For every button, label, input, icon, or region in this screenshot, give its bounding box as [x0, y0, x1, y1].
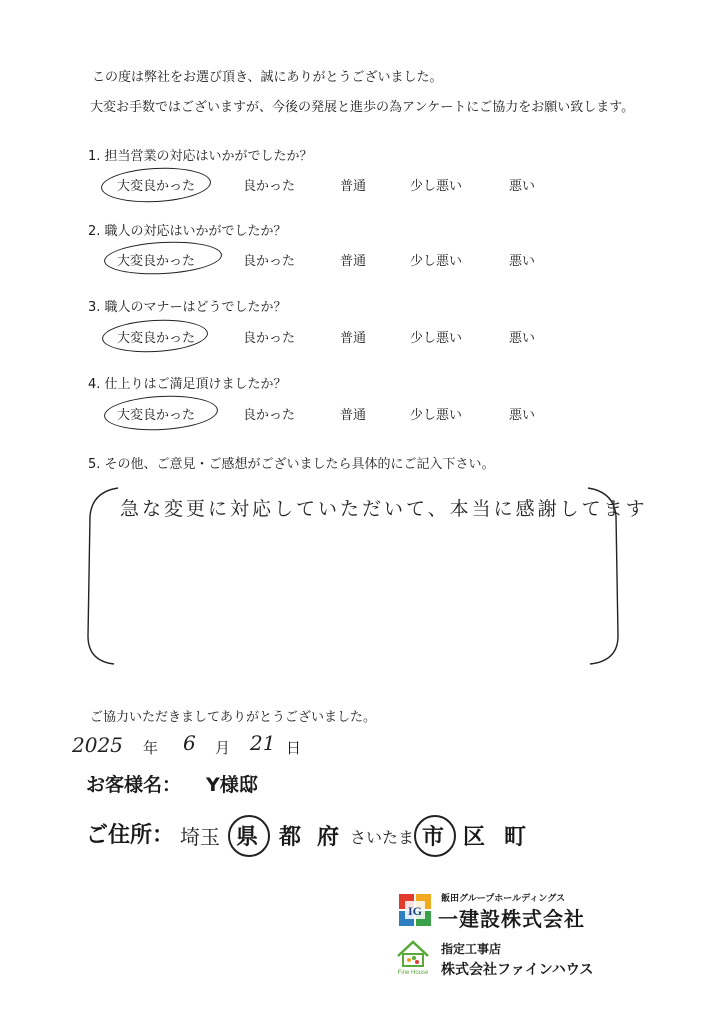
address-machi[interactable]: 町 — [504, 825, 527, 850]
address-prefecture-handwritten[interactable]: 埼玉 — [180, 825, 220, 849]
ig-logo-mark: IG — [407, 904, 423, 918]
date-day[interactable]: 21 — [250, 731, 276, 755]
question-5-label: 5. その他、ご意見・ご感想がございましたら具体的にご記入下さい。 — [88, 457, 495, 472]
address-ken[interactable]: 県 — [236, 825, 259, 850]
customer-label: お客様名： — [86, 774, 182, 796]
address-city-handwritten[interactable]: さいたま — [350, 828, 415, 847]
q4-option-average[interactable]: 普通 — [340, 408, 367, 423]
date-month-unit: 月 — [215, 739, 231, 757]
date-month[interactable]: 6 — [183, 731, 196, 755]
q1-option-average[interactable]: 普通 — [340, 179, 367, 194]
intro-line-2: 大変お手数ではございますが、今後の発展と進歩の為アンケートにご協力をお願い致します。 — [90, 100, 635, 115]
fine-house-logo-icon — [394, 936, 432, 976]
q3-option-good[interactable]: 良かった — [243, 331, 296, 346]
ig-logo-icon — [398, 893, 432, 927]
date-year-unit: 年 — [143, 739, 159, 757]
designated-label: 指定工事店 — [441, 942, 502, 956]
group-name: 飯田グループホールディングス — [441, 894, 566, 904]
address-ku[interactable]: 区 — [463, 825, 486, 850]
q4-option-very-good[interactable]: 大変良かった — [117, 408, 196, 423]
date-day-unit: 日 — [286, 739, 302, 757]
question-4-label: 4. 仕上りはご満足頂けましたか？ — [88, 377, 287, 392]
q1-option-very-good[interactable]: 大変良かった — [117, 179, 196, 194]
date-year[interactable]: 2025 — [72, 733, 123, 757]
company-name: 一建設株式会社 — [438, 907, 585, 931]
question-2-label: 2. 職人の対応はいかがでしたか？ — [88, 224, 287, 239]
comment-bracket-left — [84, 486, 120, 668]
address-shi[interactable]: 市 — [422, 825, 445, 850]
q4-option-slightly-bad[interactable]: 少し悪い — [410, 408, 463, 423]
question-3-label: 3. 職人のマナーはどうでしたか？ — [88, 300, 287, 315]
q1-option-good[interactable]: 良かった — [243, 179, 296, 194]
fine-house-logo-text: Fine House — [397, 970, 429, 976]
q4-option-good[interactable]: 良かった — [243, 408, 296, 423]
q2-option-slightly-bad[interactable]: 少し悪い — [410, 254, 463, 269]
q1-option-bad[interactable]: 悪い — [509, 179, 536, 194]
q2-option-very-good[interactable]: 大変良かった — [117, 254, 196, 269]
contractor-name: 株式会社ファインハウス — [441, 962, 594, 978]
q2-option-bad[interactable]: 悪い — [509, 254, 536, 269]
comment-handwritten-text[interactable]: 急な変更に対応していただいて、本当に感謝してます — [120, 498, 648, 520]
intro-line-1: この度は弊社をお選び頂き、誠にありがとうございました。 — [92, 70, 443, 85]
thanks-text: ご協力いただきましてありがとうございました。 — [90, 710, 377, 725]
address-fu[interactable]: 府 — [317, 825, 340, 850]
address-label: ご住所： — [86, 823, 175, 848]
q2-option-average[interactable]: 普通 — [340, 254, 367, 269]
q3-option-bad[interactable]: 悪い — [509, 331, 536, 346]
q4-option-bad[interactable]: 悪い — [509, 408, 536, 423]
question-1-label: 1. 担当営業の対応はいかがでしたか？ — [88, 149, 313, 164]
q1-option-slightly-bad[interactable]: 少し悪い — [410, 179, 463, 194]
address-to[interactable]: 都 — [279, 825, 302, 850]
q3-option-slightly-bad[interactable]: 少し悪い — [410, 331, 463, 346]
customer-name[interactable]: Y様邸 — [206, 774, 258, 796]
q3-option-average[interactable]: 普通 — [340, 331, 367, 346]
q3-option-very-good[interactable]: 大変良かった — [117, 331, 196, 346]
q2-option-good[interactable]: 良かった — [243, 254, 296, 269]
